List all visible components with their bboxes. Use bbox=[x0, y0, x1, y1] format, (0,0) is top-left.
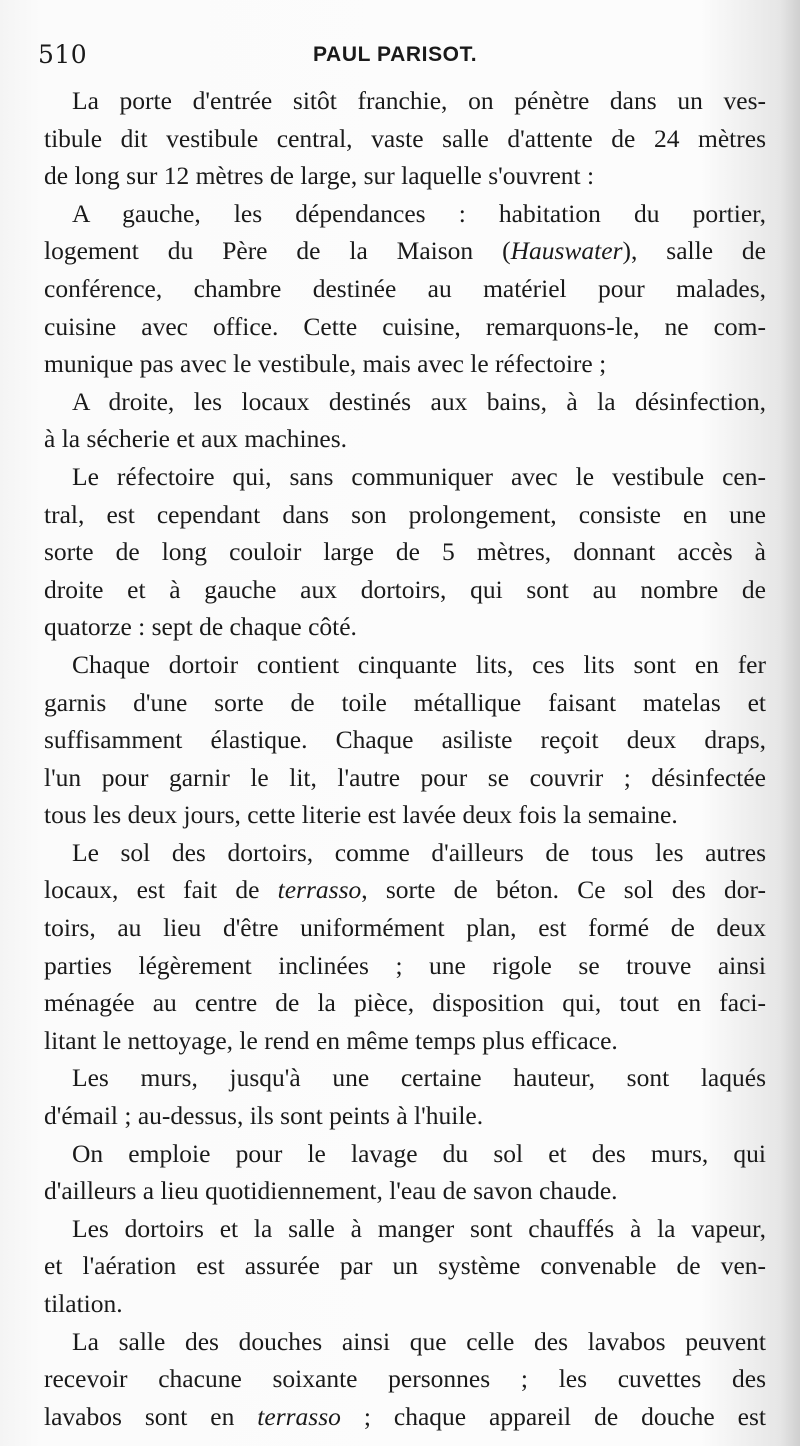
text-line: On emploie pour le lavage du sol et des murs, qui bbox=[72, 1138, 766, 1168]
text-line: Chaque dortoir contient cinquante lits, ces lits sont en fer bbox=[72, 649, 766, 679]
text-line: parties légèrement inclinées ; une rigole se trouve ainsi bbox=[44, 950, 766, 980]
running-title: PAUL PARISOT. bbox=[313, 43, 478, 66]
text-line: Le sol des dortoirs, comme d'ailleurs de tous les autres bbox=[72, 837, 766, 867]
text-line: toirs, au lieu d'être uniformément plan, est formé de deux bbox=[44, 913, 766, 943]
text-line: conférence, chambre destinée au matériel pour malades, bbox=[44, 273, 766, 303]
text-line: tous les deux jours, cette literie est lavée deux fois la semaine. bbox=[44, 800, 678, 830]
text-line: recevoir chacune soixante personnes ; les cuvettes des bbox=[44, 1364, 766, 1394]
text-line: Les murs, jusqu'à une certaine hauteur, sont laqués bbox=[72, 1063, 766, 1093]
text-line: cuisine avec office. Cette cuisine, remarquons-le, ne com- bbox=[44, 311, 766, 341]
text-line: Le réfectoire qui, sans communiquer avec le vestibule cen- bbox=[72, 461, 766, 491]
text-line: A droite, les locaux destinés aux bains, à la désinfection, bbox=[72, 386, 766, 416]
italic-term: terrasso bbox=[277, 875, 362, 905]
text-line: tilation. bbox=[44, 1289, 123, 1318]
italic-term: Hauswater bbox=[510, 236, 623, 266]
running-head bbox=[38, 40, 778, 76]
text-line: l'un pour garnir le lit, l'autre pour se couvrir ; désinfectée bbox=[44, 762, 766, 792]
text-line: tral, est cependant dans son prolongement, consiste en une bbox=[44, 499, 766, 529]
page-number: 510 bbox=[38, 40, 88, 69]
text-line: locaux, est fait de terrasso, sorte de béton. Ce sol des dor- bbox=[44, 875, 766, 905]
italic-term: terrasso bbox=[257, 1401, 341, 1431]
text-line: garnis d'une sorte de toile métallique faisant matelas et bbox=[44, 687, 766, 717]
text-line: quatorze : sept de chaque côté. bbox=[44, 612, 357, 642]
text-line: litant le nettoyage, le rend en même temps plus efficace. bbox=[44, 1025, 618, 1055]
text-line: lavabos sont en terrasso ; chaque appareil de douche est bbox=[44, 1401, 766, 1431]
text-line: à la sécherie et aux machines. bbox=[44, 424, 348, 454]
text-line: ménagée au centre de la pièce, disposition qui, tout en faci- bbox=[44, 988, 766, 1018]
text-line: sorte de long couloir large de 5 mètres, donnant accès à bbox=[44, 537, 766, 567]
text-line: tibule dit vestibule central, vaste salle d'attente de 24 mètres bbox=[44, 123, 766, 153]
text-line: Les dortoirs et la salle à manger sont chauffés à la vapeur, bbox=[72, 1213, 766, 1243]
text-line: A gauche, les dépendances : habitation du portier, bbox=[72, 198, 766, 228]
text-line: d'émail ; au-dessus, ils sont peints à l'huile. bbox=[44, 1101, 484, 1131]
text-line: logement du Père de la Maison (Hauswater), salle de bbox=[44, 236, 766, 266]
text-line: et l'aération est assurée par un système convenable de ven- bbox=[44, 1251, 766, 1281]
text-line: d'ailleurs a lieu quotidiennement, l'eau de savon chaude. bbox=[44, 1176, 618, 1206]
text-line: droite et à gauche aux dortoirs, qui sont au nombre de bbox=[44, 574, 766, 604]
text-line: La salle des douches ainsi que celle des lavabos peuvent bbox=[72, 1326, 766, 1356]
text-line: La porte d'entrée sitôt franchie, on pénètre dans un ves- bbox=[72, 86, 766, 115]
body-text bbox=[44, 82, 766, 1435]
text-line: de long sur 12 mètres de large, sur laquelle s'ouvrent : bbox=[44, 161, 595, 191]
text-line: suffisamment élastique. Chaque asiliste reçoit deux draps, bbox=[44, 725, 766, 755]
text-line: munique pas avec le vestibule, mais avec le réfectoire ; bbox=[44, 349, 607, 379]
